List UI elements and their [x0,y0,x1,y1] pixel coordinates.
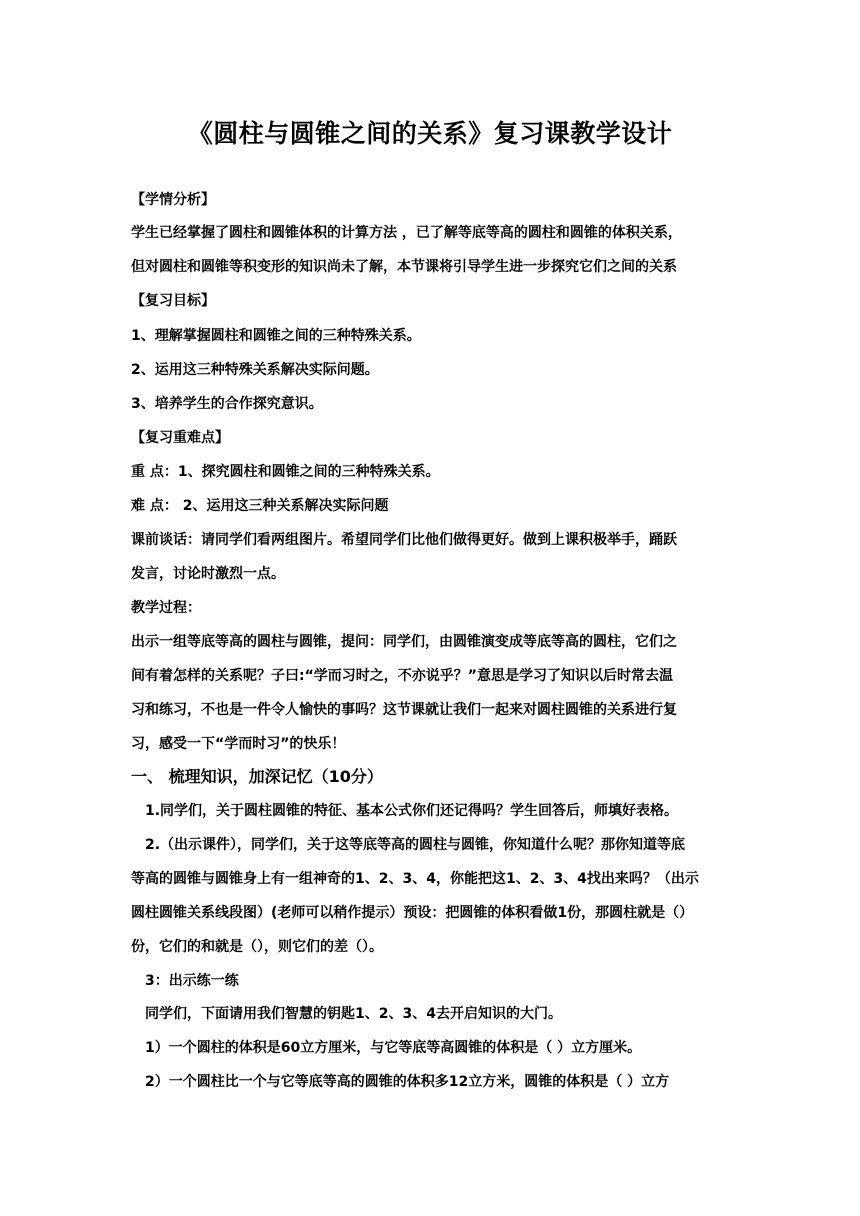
goal-item: 1、理解掌握圆柱和圆锥之间的三种特殊关系。 [131,328,421,344]
section-heading-process: 教学过程： [131,600,201,616]
paragraph-line: 2.（出示课件），同学们，关于这等底等高的圆柱与圆锥，你知道什么呢？那你知道等底 [145,837,686,853]
paragraph-line: 3：出示练一练 [145,973,239,989]
exercise-item: 2）一个圆柱比一个与它等底等高的圆锥的体积多12立方米，圆锥的体积是（ ）立方 [145,1074,670,1090]
exercise-item: 1）一个圆柱的体积是60立方厘米，与它等底等高圆锥的体积是（ ）立方厘米。 [145,1040,642,1056]
paragraph-line: 但对圆柱和圆锥等积变形的知识尚未了解，本节课将引导学生进一步探究它们之间的关系 [131,259,677,275]
paragraph-line: 同学们，下面请用我们智慧的钥匙1、2、3、4去开启知识的大门。 [145,1006,562,1022]
goal-item: 3、培养学生的合作探究意识。 [131,396,323,412]
paragraph-line: 间有着怎样的关系呢？子曰:“学而习时之，不亦说乎？”意思是学习了知识以后时常去温 [131,668,673,684]
key-point-item: 重 点：1、探究圆柱和圆锥之间的三种特殊关系。 [131,464,440,480]
document-title: 《圆柱与圆锥之间的关系》复习课教学设计 [187,119,673,148]
paragraph-line: 圆柱圆锥关系线段图）(老师可以稍作提示）预设：把圆锥的体积看做1份，那圆柱就是（） [131,905,694,921]
paragraph-line: 习，感受一下“学而时习”的快乐！ [131,736,346,752]
paragraph-line: 1.同学们，关于圆柱圆锥的特征、基本公式你们还记得吗？学生回答后，师填好表格。 [145,803,679,819]
section-heading-key-points: 【复习重难点】 [131,430,229,446]
section-heading-goals: 【复习目标】 [131,293,215,309]
paragraph-line: 课前谈话：请同学们看两组图片。希望同学们比他们做得更好。做到上课积极举手，踊跃 [131,532,677,548]
paragraph-line: 习和练习，不也是一件令人愉快的事吗？这节课就让我们一起来对圆柱圆锥的关系进行复 [131,702,677,718]
section-heading-review: 一、 梳理知识，加深记忆（10分） [131,767,383,786]
section-heading-analysis: 【学情分析】 [131,192,215,208]
goal-item: 2、运用这三种特殊关系解决实际问题。 [131,362,379,378]
paragraph-line: 份，它们的和就是（），则它们的差（）。 [131,939,383,955]
paragraph-line: 学生已经掌握了圆柱和圆锥体积的计算方法 ，已了解等底等高的圆柱和圆锥的体积关系， [131,225,682,241]
paragraph-line: 发言，讨论时激烈一点。 [131,566,285,582]
difficult-point-item: 难 点： 2、运用这三种关系解决实际问题 [131,498,389,514]
paragraph-line: 等高的圆锥与圆锥身上有一组神奇的1、2、3、4，你能把这1、2、3、4找出来吗？（出示 [131,871,699,887]
paragraph-line: 出示一组等底等高的圆柱与圆锥，提问：同学们，由圆锥演变成等底等高的圆柱，它们之 [131,634,677,650]
